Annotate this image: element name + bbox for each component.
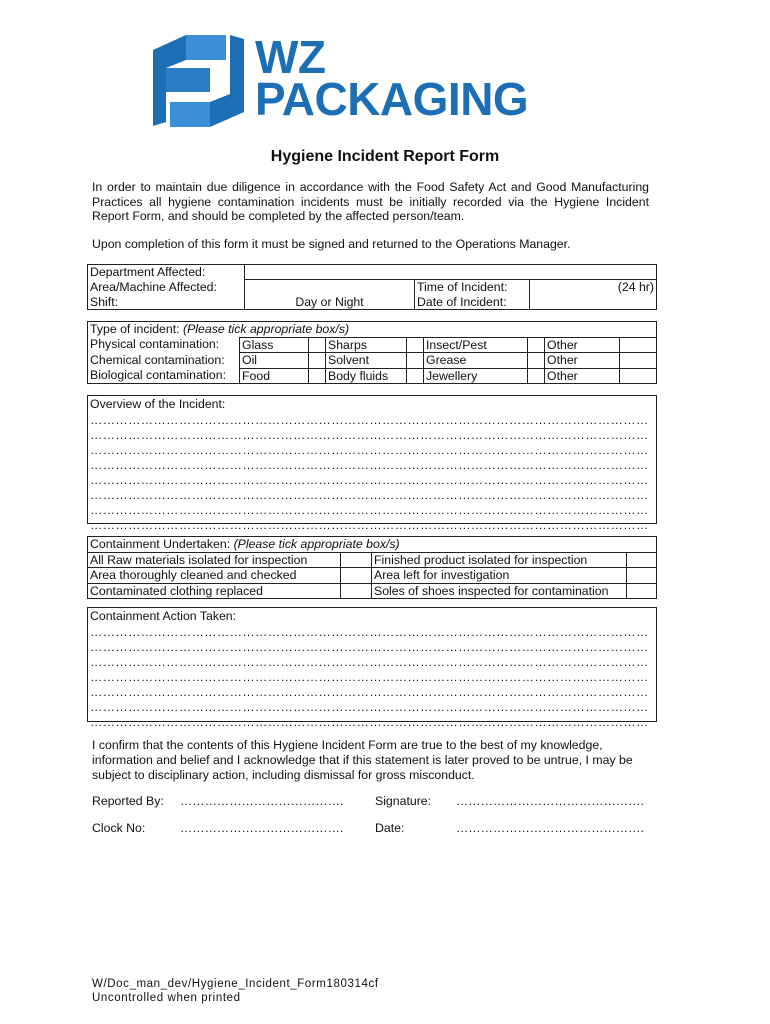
tick-box[interactable] <box>341 552 372 568</box>
signature-label: Signature: <box>375 794 432 808</box>
date-label: Date of Incident: <box>415 295 530 310</box>
logo-wordmark <box>255 31 529 125</box>
option-label: Other <box>545 353 620 369</box>
action-line: …………………………………………………………………………………………………………………… <box>90 654 649 669</box>
intro-paragraph: In order to maintain due diligence in accordance with the Food Safety Act and Good Manufacturing Practices all hygiene contamination incidents must be initially recorded via the Hygiene Incident Report Form, and should be completed by the affected person/team. <box>92 180 649 223</box>
tick-box[interactable] <box>407 368 424 384</box>
table-row <box>88 368 657 384</box>
overview-line: …………………………………………………………………………………………………………………… <box>90 502 649 517</box>
option-label: Insect/Pest <box>424 337 528 353</box>
department-label: Department Affected: <box>88 265 245 280</box>
document-reference: W/Doc_man_dev/Hygiene_Incident_Form180314cf <box>92 978 379 990</box>
row-label: Chemical contamination: <box>88 353 240 369</box>
option-label: Other <box>545 368 620 384</box>
tick-box[interactable] <box>627 568 657 584</box>
action-line: …………………………………………………………………………………………………………………… <box>90 714 649 729</box>
row-label: Physical contamination: <box>88 337 240 353</box>
reported-by-label: Reported By: <box>92 794 164 808</box>
tick-box[interactable] <box>627 552 657 568</box>
completion-instruction: Upon completion of this form it must be signed and returned to the Operations Manager. <box>92 237 571 251</box>
department-field[interactable] <box>245 265 657 280</box>
date-signoff-label: Date: <box>375 821 405 835</box>
tick-box[interactable] <box>407 337 424 353</box>
day-night-label: Day or Night <box>295 294 364 309</box>
incident-type-table <box>87 321 657 384</box>
tick-box[interactable] <box>528 353 545 369</box>
tick-box[interactable] <box>309 353 326 369</box>
overview-line: …………………………………………………………………………………………………………………… <box>90 517 649 532</box>
tick-box[interactable] <box>309 368 326 384</box>
tick-box[interactable] <box>627 583 657 599</box>
reported-by-field[interactable]: …………………………………. <box>180 794 344 808</box>
containment-header <box>88 537 657 553</box>
option-label: Body fluids <box>326 368 407 384</box>
overview-line: …………………………………………………………………………………………………………………… <box>90 412 649 427</box>
tick-box[interactable] <box>528 337 545 353</box>
option-label: Oil <box>240 353 309 369</box>
tick-box[interactable] <box>528 368 545 384</box>
incident-type-hint: (Please tick appropriate box/s) <box>182 322 350 336</box>
overview-line: …………………………………………………………………………………………………………………… <box>90 442 649 457</box>
option-label: Finished product isolated for inspection <box>372 552 627 568</box>
option-label: Jewellery <box>424 368 528 384</box>
action-line: …………………………………………………………………………………………………………………… <box>90 669 649 684</box>
table-row <box>88 353 657 369</box>
area-shift-field[interactable] <box>245 280 415 310</box>
option-label: All Raw materials isolated for inspection <box>88 552 341 568</box>
hr24-label: (24 hr) <box>617 280 654 294</box>
tick-box[interactable] <box>620 368 657 384</box>
action-line: …………………………………………………………………………………………………………………… <box>90 684 649 699</box>
tick-box[interactable] <box>341 583 372 599</box>
option-label: Solvent <box>326 353 407 369</box>
footer <box>92 977 379 1005</box>
tick-box[interactable] <box>341 568 372 584</box>
option-label: Other <box>545 337 620 353</box>
tick-box[interactable] <box>309 337 326 353</box>
action-line: …………………………………………………………………………………………………………………… <box>90 624 649 639</box>
document-status: Uncontrolled when printed <box>92 992 241 1004</box>
date-signoff-field[interactable]: ………………………………………. <box>456 821 644 835</box>
table-row <box>88 552 657 568</box>
option-label: Glass <box>240 337 309 353</box>
action-line: …………………………………………………………………………………………………………………… <box>90 639 649 654</box>
incident-type-header <box>88 322 657 338</box>
tick-box[interactable] <box>407 353 424 369</box>
logo-line-2: PACKAGING <box>255 73 529 125</box>
overview-line: …………………………………………………………………………………………………………………… <box>90 487 649 502</box>
action-line: …………………………………………………………………………………………………………………… <box>90 699 649 714</box>
overview-line: …………………………………………………………………………………………………………………… <box>90 472 649 487</box>
table-row <box>88 568 657 584</box>
date-field[interactable] <box>530 295 657 310</box>
shift-label: Shift: <box>88 295 245 310</box>
option-label: Soles of shoes inspected for contamination <box>372 583 627 599</box>
overview-line: …………………………………………………………………………………………………………………… <box>90 457 649 472</box>
option-label: Food <box>240 368 309 384</box>
time-label: Time of Incident: <box>415 280 530 295</box>
confirmation-statement: I confirm that the contents of this Hygiene Incident Form are true to the best of my knowledge, information and belief and I acknowledge that if this statement is later proved to be untrue, I may be subject to disciplinary action, including dismissal for gross misconduct. <box>92 738 633 782</box>
option-label: Sharps <box>326 337 407 353</box>
form-title: Hygiene Incident Report Form <box>270 148 500 165</box>
clock-no-label: Clock No: <box>92 821 146 835</box>
option-label: Area left for investigation <box>372 568 627 584</box>
signature-field[interactable]: ………………………………………. <box>456 794 644 808</box>
logo-line-1: WZ <box>255 31 326 83</box>
area-label: Area/Machine Affected: <box>88 280 245 295</box>
details-table <box>87 264 657 310</box>
containment-hint: (Please tick appropriate box/s) <box>233 537 400 551</box>
containment-action-label: Containment Action Taken: <box>90 609 237 623</box>
tick-box[interactable] <box>620 337 657 353</box>
option-label: Contaminated clothing replaced <box>88 583 341 599</box>
overview-label: Overview of the Incident: <box>90 397 226 411</box>
containment-action-box[interactable] <box>87 607 657 729</box>
tick-box[interactable] <box>620 353 657 369</box>
incident-type-label: Type of incident: <box>90 322 180 336</box>
overview-line: …………………………………………………………………………………………………………………… <box>90 427 649 442</box>
table-row <box>88 583 657 599</box>
option-label: Grease <box>424 353 528 369</box>
containment-table <box>87 536 657 599</box>
company-logo <box>148 30 598 130</box>
clock-no-field[interactable]: …………………………………. <box>180 821 344 835</box>
containment-label: Containment Undertaken: <box>90 537 231 551</box>
wz-logo-icon <box>148 30 248 130</box>
overview-box[interactable] <box>87 395 657 532</box>
table-row <box>88 337 657 353</box>
row-label: Biological contamination: <box>88 368 240 384</box>
time-field[interactable] <box>530 280 657 295</box>
option-label: Area thoroughly cleaned and checked <box>88 568 341 584</box>
